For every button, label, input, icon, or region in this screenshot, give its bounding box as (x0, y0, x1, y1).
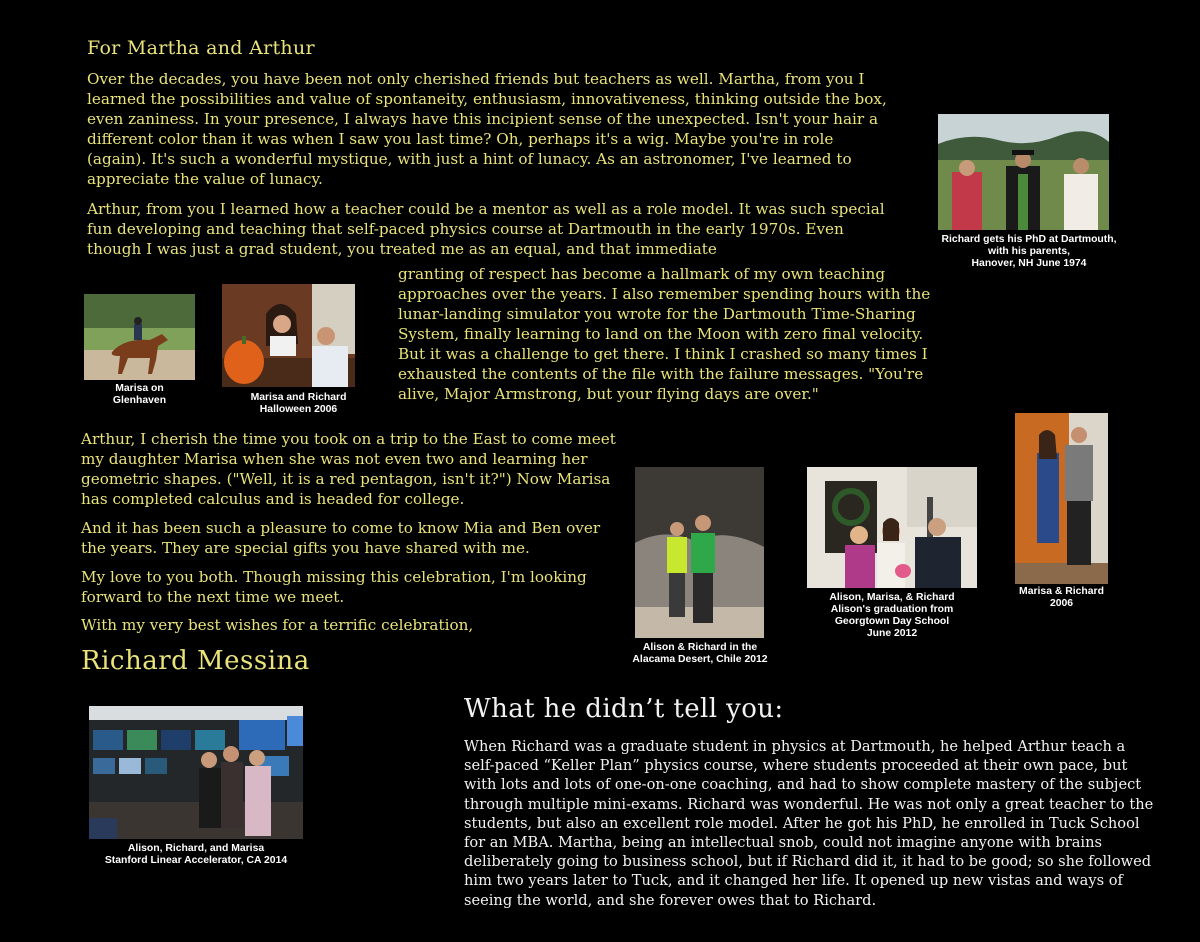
paragraph-lunar-lander: granting of respect has become a hallmark of my own teaching approaches over the years. I also remember spending hours with the lunar-landing simulator you wrote for the Dartmouth Time-Sharing System, finally learning to land on the Moon with zero final velocity. But it was a challenge to get there. I think I crashed so many times I exhausted the contents of the file with the failure messages. "You're alive, Major Armstrong, but your flying days are over." (398, 265, 931, 403)
caption-halloween: Marisa and Richard Halloween 2006 (250, 392, 347, 415)
letter-heading: For Martha and Arthur (87, 37, 315, 59)
paragraph-marisa-visit: Arthur, I cherish the time you took on a trip to the East to come meet my daughter Marisa when she was not even two and learning her geometric shapes. ("Well, it is a red pentagon, isn't it?") Now Marisa has completed calculus and is headed for college. (81, 430, 616, 508)
caption-slac: Alison, Richard, and Marisa Stanford Linear Accelerator, CA 2014 (104, 843, 288, 866)
caption-phd: Richard gets his PhD at Dartmouth, with his parents, Hanover, NH June 1974 (941, 234, 1117, 269)
caption-graduation: Alison, Marisa, & Richard Alison's graduation from Georgtown Day School June 2012 (829, 592, 955, 639)
photo-halloween (222, 284, 355, 387)
caption-marisa-richard: Marisa & Richard 2006 (1019, 586, 1104, 609)
paragraph-love: My love to you both. Though missing this celebration, I'm looking forward to the next time we meet. (81, 568, 587, 606)
photo-slac-control-room (89, 706, 303, 839)
afterword-title: What he didn’t tell you: (464, 694, 784, 724)
caption-horse: Marisa on Glenhaven (112, 383, 167, 406)
signature: Richard Messina (81, 646, 310, 676)
caption-desert: Alison & Richard in the Alacama Desert, Chile 2012 (632, 642, 768, 665)
photo-marisa-richard-2006 (1015, 413, 1108, 584)
paragraph-closing: With my very best wishes for a terrific celebration, (81, 616, 474, 634)
photo-graduation (807, 467, 977, 588)
paragraph-mia-ben: And it has been such a pleasure to come to know Mia and Ben over the years. They are special gifts you have shared with me. (81, 519, 601, 557)
photo-phd-graduation (938, 114, 1109, 230)
paragraph-arthur-mentor: Arthur, from you I learned how a teacher could be a mentor as well as a role model. It was such special fun developing and teaching that self-paced physics course at Dartmouth in the early 1970s. Even though I was just a grad student, you treated me as an equal, and that immediate (87, 200, 885, 258)
photo-marisa-horse (84, 294, 195, 380)
afterword-body: When Richard was a graduate student in physics at Dartmouth, he helped Arthur teach a self-paced “Keller Plan” physics course, where students proceeded at their own pace, but with lots and lots of one-on-one coaching, and had to show complete mastery of the subject through multiple mini-exams. Richard was wonderful. He was not only a great teacher to the students, but also an excellent role model. After he got his PhD, he enrolled in Tuck School for an MBA. Martha, being an intellectual snob, could not imagine anyone with brains deliberately going to business school, but if Richard did it, it had to be good; so she followed him two years later to Tuck, and it changed her life. It opened up new vistas and ways of seeing the world, and she forever owes that to Richard. (464, 738, 1154, 909)
photo-atacama-desert (635, 467, 764, 638)
paragraph-martha: Over the decades, you have been not only cherished friends but teachers as well. Martha, from you I learned the possibilities and value of spontaneity, enthusiasm, innovativeness, thinking outside the box, even zaniness. In your presence, I always have this incipient sense of the unexpected. Isn't your hair a different color than it was when I saw you last time? Oh, perhaps it's a wig. Maybe you're in role (again). It's such a wonderful mystique, with just a hint of lunacy. As an astronomer, I've learned to appreciate the value of lunacy. (87, 70, 887, 188)
